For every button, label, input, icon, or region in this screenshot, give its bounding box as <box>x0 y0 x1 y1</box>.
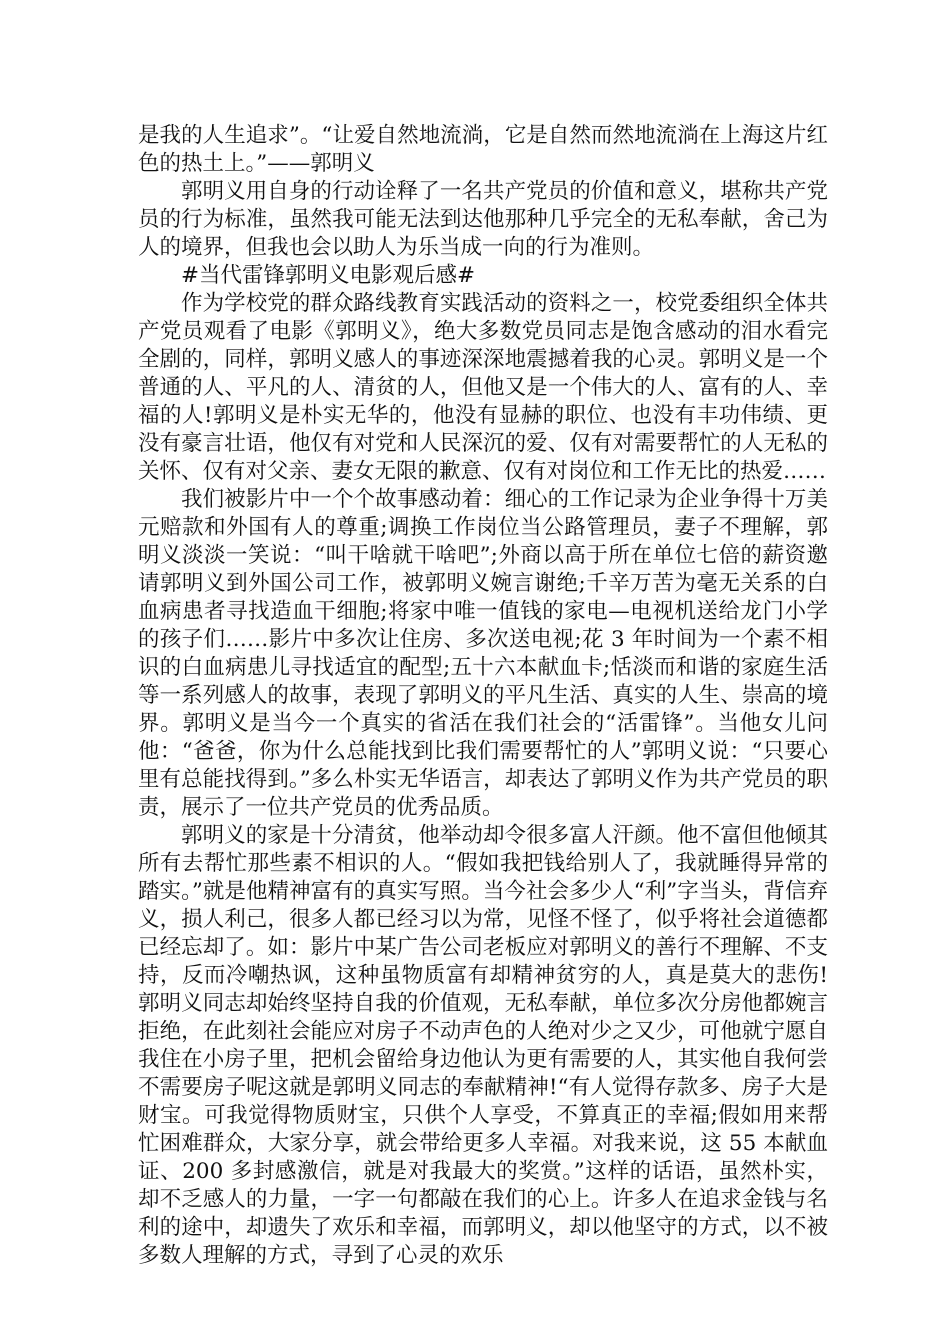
paragraph-5: 郭明义的家是十分清贫，他举动却令很多富人汗颜。他不富但他倾其所有去帮忙那些素不相识的人。“假如我把钱给别人了，我就睡得异常的踏实。”就是他精神富有的真实写照。当今社会多少人“利”字当头，背信弃义，损人利己，很多人都已经习以为常，见怪不怪了，似乎将社会道德都已经忘却了。如：影片中某广告公司老板应对郭明义的善行不理解、不支持，反而冷嘲热讽，这种虽物质富有却精神贫穷的人，真是莫大的悲伤!郭明义同志却始终坚持自我的价值观，无私奉献，单位多次分房他都婉言拒绝，在此刻社会能应对房子不动声色的人绝对少之又少，可他就宁愿自我住在小房子里，把机会留给身边他认为更有需要的人，其实他自我何尝不需要房子呢这就是郭明义同志的奉献精神!“有人觉得存款多、房子大是财宝。可我觉得物质财宝，只供个人享受，不算真正的幸福;假如用来帮忙困难群众，大家分享，就会带给更多人幸福。对我来说，这 55 本献血证、200 多封感激信，就是对我最大的奖赏。”这样的话语，虽然朴实，却不乏感人的力量，一字一句都敲在我们的心上。许多人在追求金钱与名利的途中，却遗失了欢乐和幸福，而郭明义，却以他坚守的方式，以不被多数人理解的方式，寻到了心灵的欢乐 <box>138 823 828 1268</box>
paragraph-4: 我们被影片中一个个故事感动着：细心的工作记录为企业争得十万美元赔款和外国有人的尊重;调换工作岗位当公路管理员，妻子不理解，郭明义淡淡一笑说：“叫干啥就干啥吧”;外商以高于所在单位七倍的薪资邀请郭明义到外国公司工作，被郭明义婉言谢绝;千辛万苦为毫无关系的白血病患者寻找造血干细胞;将家中唯一值钱的家电—电视机送给龙门小学的孩子们……影片中多次让住房、多次送电视;花 3 年时间为一个素不相识的白血病患儿寻找适宜的配型;五十六本献血卡;恬淡而和谐的家庭生活等一系列感人的故事，表现了郭明义的平凡生活、真实的人生、崇高的境界。郭明义是当今一个真实的省活在我们社会的“活雷锋”。当他女儿问他：“爸爸，你为什么总能找到比我们需要帮忙的人”郭明义说：“只要心里有总能找得到。”多么朴实无华语言，却表达了郭明义作为共产党员的职责，展示了一位共产党员的优秀品质。 <box>138 487 828 820</box>
section-heading: #当代雷锋郭明义电影观后感# <box>181 263 476 288</box>
document-page <box>138 122 828 1270</box>
paragraph-2: 郭明义用自身的行动诠释了一名共产党员的价值和意义，堪称共产党员的行为标准，虽然我可能无法到达他那种几乎完全的无私奉献，舍己为人的境界，但我也会以助人为乐当成一向的行为准则。 <box>138 179 828 260</box>
paragraph-3: 作为学校党的群众路线教育实践活动的资料之一，校党委组织全体共产党员观看了电影《郭明义》，绝大多数党员同志是饱含感动的泪水看完全剧的，同样，郭明义感人的事迹深深地震撼着我的心灵。郭明义是一个普通的人、平凡的人、清贫的人，但他又是一个伟大的人、富有的人、幸福的人!郭明义是朴实无华的，他没有显赫的职位、也没有丰功伟绩、更没有豪言壮语，他仅有对党和人民深沉的爱、仅有对需要帮忙的人无私的关怀、仅有对父亲、妻女无限的歉意、仅有对岗位和工作无比的热爱…… <box>138 291 828 484</box>
paragraph-1: 是我的人生追求”。“让爱自然地流淌，它是自然而然地流淌在上海这片红色的热土上。”——郭明义 <box>138 123 828 176</box>
